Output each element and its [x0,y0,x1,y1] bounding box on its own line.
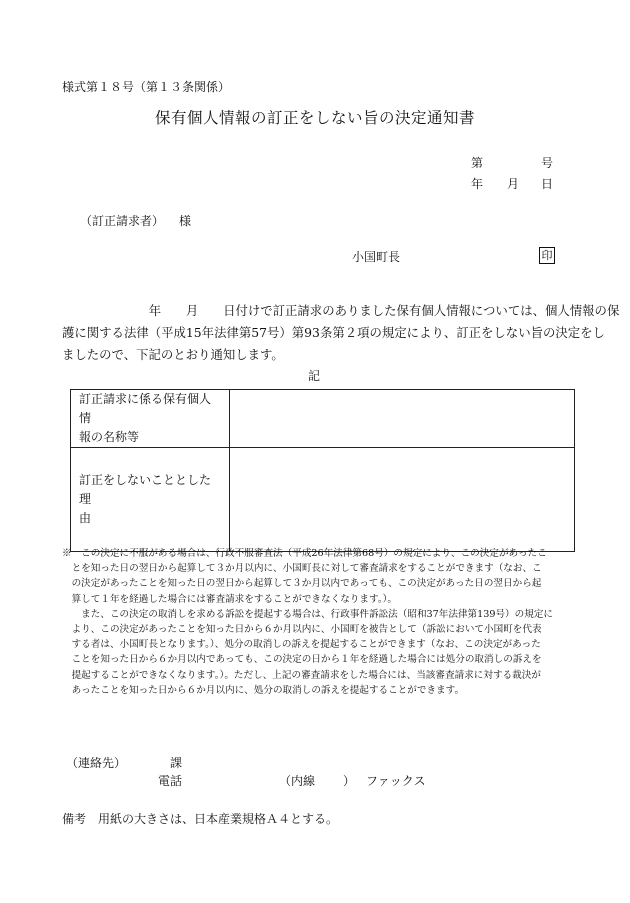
note-line: する者は、小国町長となります。）、処分の取消しの訴えを提起することができます（なお、この決定があった [62,639,541,651]
body-line: ましたので、下記のとおり通知します。 [62,347,284,362]
note-line: あったことを知った日から６か月以内に、処分の取消しの訴えを提起することができます。 [62,684,465,696]
row2-label-line: 由 [79,511,92,525]
fax-label: ファックス [366,774,426,788]
form-number: 様式第１８号（第１３条関係） [62,80,231,94]
note-line: とを知った日の翌日から起算して３か月以内に、小国町長に対して審査請求をすることができます（なお、こ [62,563,542,575]
row1-value [230,390,575,448]
table-row [71,448,575,552]
contact-label: （連絡先） [66,756,127,770]
row2-label-line: 訂正をしないこととした理 [79,473,212,506]
number-prefix: 第 [471,156,484,170]
note-line: の決定があったことを知った日の翌日から起算して３か月以内であっても、この決定があった日の翌日から起 [62,578,542,590]
row2-label [71,448,230,552]
note-line: ことを知った日から６か月以内であっても、この決定の日から１年を経過した場合には処分の取消しの訴えを [62,654,542,666]
body-text [62,300,620,366]
date-day: 日 [541,177,554,191]
row1-label [71,390,230,448]
table-row [71,390,575,448]
row1-label-line: 報の名称等 [79,430,140,444]
seal-mark: 印 [539,247,555,264]
date-year: 年 [471,177,484,191]
contact-section: 課 [170,756,183,770]
note-line: 提起することができなくなります。）。ただし、上記の審査請求をした場合には、当該審査請求に対する裁決が [62,669,541,681]
date-month: 月 [507,177,520,191]
remark: 備考 用紙の大きさは、日本産業規格Ａ４とする。 [62,812,339,826]
addressee-label: （訂正請求者） [80,214,165,228]
extension-open: （内線 [279,774,316,788]
note-line: また、この決定の取消しを求める訴訟を提起する場合は、行政事件訴訟法（昭和37年法律第139号）の規定に [62,608,554,620]
ki-heading: 記 [308,369,321,383]
row2-value [230,448,575,552]
row1-label-line: 訂正請求に係る保有個人情 [79,392,212,425]
body-line: 年 月 日付けで訂正請求のありました保有個人情報については、個人情報の保 [62,303,620,318]
addressee-honorific: 様 [179,214,192,228]
sender-name: 小国町長 [352,250,401,264]
body-line: 護に関する法律（平成15年法律第57号）第93条第２項の規定により、訂正をしない旨の決定をし [62,325,605,340]
document-title: 保有個人情報の訂正をしない旨の決定通知書 [154,109,475,127]
notes [62,546,572,698]
note-line: ※ この決定に不服がある場合は、行政不服審査法（平成26年法律第68号）の規定により、この決定があったこ [62,548,547,559]
extension-close: ） [343,774,356,788]
note-line: より、この決定があったことを知った日から６か月以内に、小国町を被告として（訴訟において小国町を代表 [62,624,542,636]
phone-label: 電話 [158,774,183,788]
note-line: 算して１年を経過した場合には審査請求をすることができなくなります。）。 [62,593,398,605]
info-table [70,389,575,552]
number-suffix: 号 [541,156,554,170]
